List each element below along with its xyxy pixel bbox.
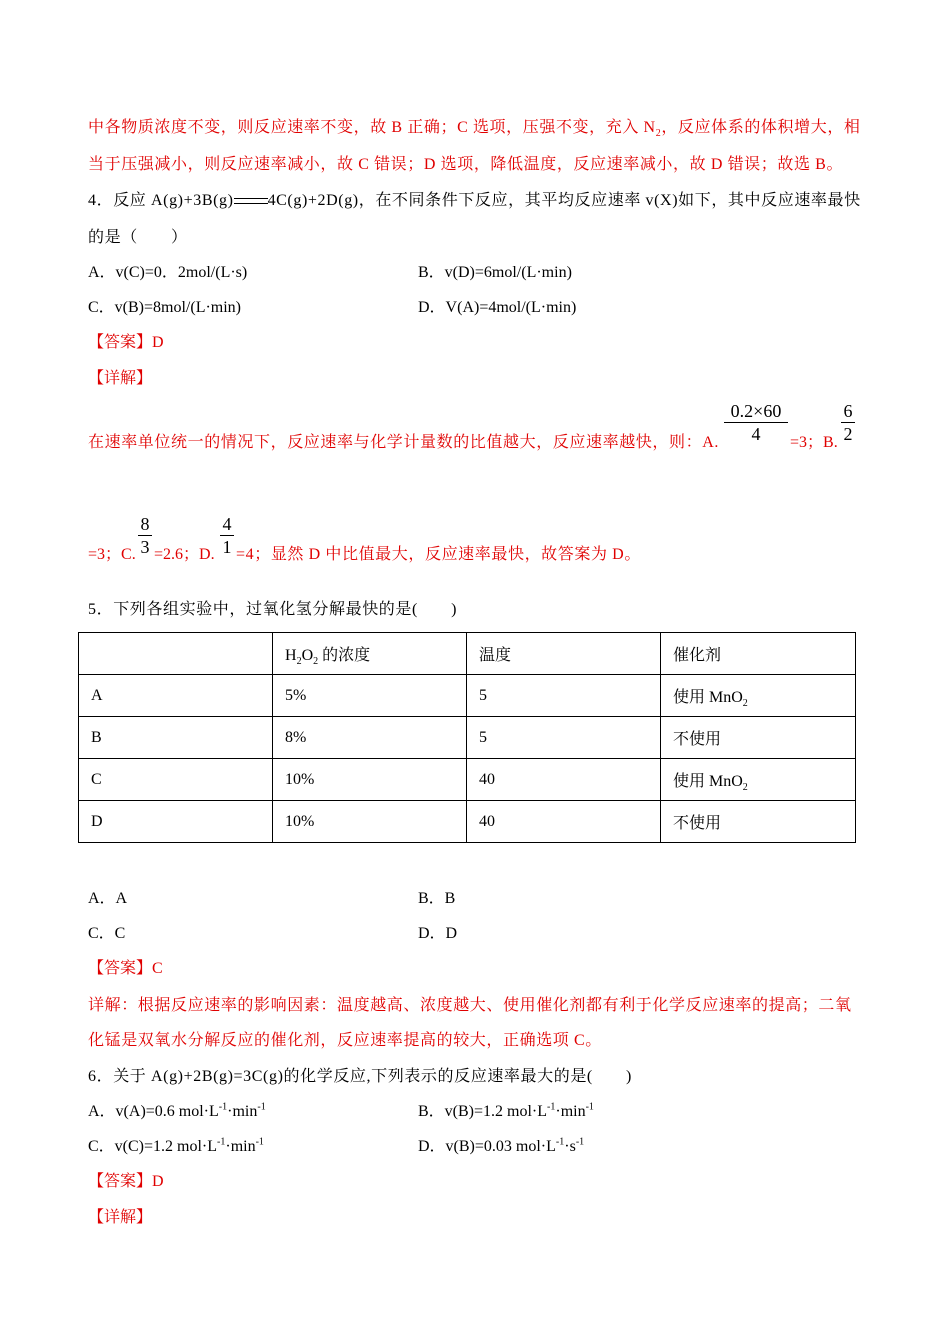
table-header-cell: 温度: [467, 633, 661, 675]
table-cell: 5%: [273, 675, 467, 717]
q4-answer: 【答案】D: [88, 334, 164, 351]
q5-stem: 5．下列各组实验中，过氧化氢分解最快的是( ): [88, 601, 458, 618]
fraction-b: 6 2: [841, 400, 855, 445]
explain-line-2: 当于压强减小，则反应速率减小，故 C 错误；D 选项，降低温度，反应速率减小，故 D 错误；故选 B。: [88, 156, 844, 173]
q6-option-d: D．v(B)=0.03 $mol\cdot L^{-1}\cdot s^{-1}$: [418, 1136, 585, 1155]
table-header-cell: $H_2O_2$ 的浓度: [273, 633, 467, 675]
table-cell: C: [79, 759, 273, 801]
q4-option-b: B．v(D)=6mol/(L·min): [418, 264, 572, 281]
table-cell: A: [79, 675, 273, 717]
q5-answer: 【答案】C: [88, 960, 163, 977]
q5-option-b: B．B: [418, 890, 456, 907]
q5-explain-2: 化锰是双氧水分解反应的催化剂，反应速率提高的较大，正确选项 C。: [88, 1032, 602, 1049]
table-cell: 不使用: [661, 801, 856, 843]
table-cell: 5: [467, 717, 661, 759]
q4-explain-1: 在速率单位统一的情况下，反应速率与化学计量数的比值越大，反应速率越快，则：A.: [88, 434, 719, 451]
table-cell: 使用 MnO$_2$: [661, 759, 856, 801]
q4-explain-2b: =2.6；D.: [154, 546, 215, 563]
q6-option-a: A．v(A)=0.6 $mol\cdot L^{-1}\cdot\min^{-1}$: [88, 1101, 266, 1120]
q6-answer: 【答案】D: [88, 1173, 164, 1190]
table-cell: 8%: [273, 717, 467, 759]
table-cell: B: [79, 717, 273, 759]
table-row: [79, 717, 856, 759]
table-header-cell: [79, 633, 273, 675]
q5-option-a: A．A: [88, 890, 128, 907]
q4-explain-2c: =4；显然 D 中比值最大，反应速率最快，故答案为 D。: [236, 546, 641, 563]
table-row: [79, 675, 856, 717]
q4-detail-label: 【详解】: [88, 370, 153, 387]
table-cell: 不使用: [661, 717, 856, 759]
equilibrium-arrow-icon: [234, 195, 268, 207]
fraction-c: 8 3: [138, 513, 152, 558]
q6-option-b: B．v(B)=1.2 $mol\cdot L^{-1}\cdot\min^{-1}$: [418, 1101, 594, 1120]
q5-explain-1: 详解：根据反应速率的影响因素：温度越高、浓度越大、使用催化剂都有利于化学反应速率的提高；二氧: [88, 997, 852, 1014]
q4-explain-2a: =3；C.: [88, 546, 136, 563]
q5-option-d: D．D: [418, 925, 458, 942]
table-row: [79, 801, 856, 843]
table-header-cell: 催化剂: [661, 633, 856, 675]
q4-option-d: D．V(A)=4mol/(L·min): [418, 299, 577, 316]
q4-stem: 4．反应 A(g)+3B(g) 4C(g)+2D(g)，在不同条件下反应，其平均反应速率 v(X)如下，其中反应速率最快: [88, 192, 861, 209]
q4-stem-2: 的是（ ）: [88, 229, 188, 246]
table-cell: 40: [467, 759, 661, 801]
table-cell: 40: [467, 801, 661, 843]
q5-table: [78, 632, 856, 843]
q4-explain-1-end: =3；B.: [790, 434, 838, 451]
table-cell: 使用 MnO$_2$: [661, 675, 856, 717]
table-cell: 10%: [273, 759, 467, 801]
explain-line-1: 中各物质浓度不变，则反应速率不变，故 B 正确；C 选项，压强不变，充入 $N_2$，反应体系的体积增大，相: [88, 119, 861, 140]
q4-option-c: C．v(B)=8mol/(L·min): [88, 299, 242, 316]
table-row: [79, 759, 856, 801]
fraction-a: 0.2×60 4: [724, 400, 788, 445]
fraction-d: 4 1: [220, 513, 234, 558]
table-cell: 10%: [273, 801, 467, 843]
table-cell: 5: [467, 675, 661, 717]
q4-option-a: A．v(C)=0．2mol/(L·s): [88, 264, 248, 281]
table-header-row: [79, 633, 856, 675]
q6-option-c: C．v(C)=1.2 $mol\cdot L^{-1}\cdot\min^{-1}$: [88, 1136, 264, 1155]
q5-option-c: C．C: [88, 925, 126, 942]
q6-stem: 6．关于 A(g)+2B(g)=3C(g)的化学反应,下列表示的反应速率最大的是( ): [88, 1068, 632, 1085]
q6-detail-label: 【详解】: [88, 1209, 153, 1226]
table-cell: D: [79, 801, 273, 843]
